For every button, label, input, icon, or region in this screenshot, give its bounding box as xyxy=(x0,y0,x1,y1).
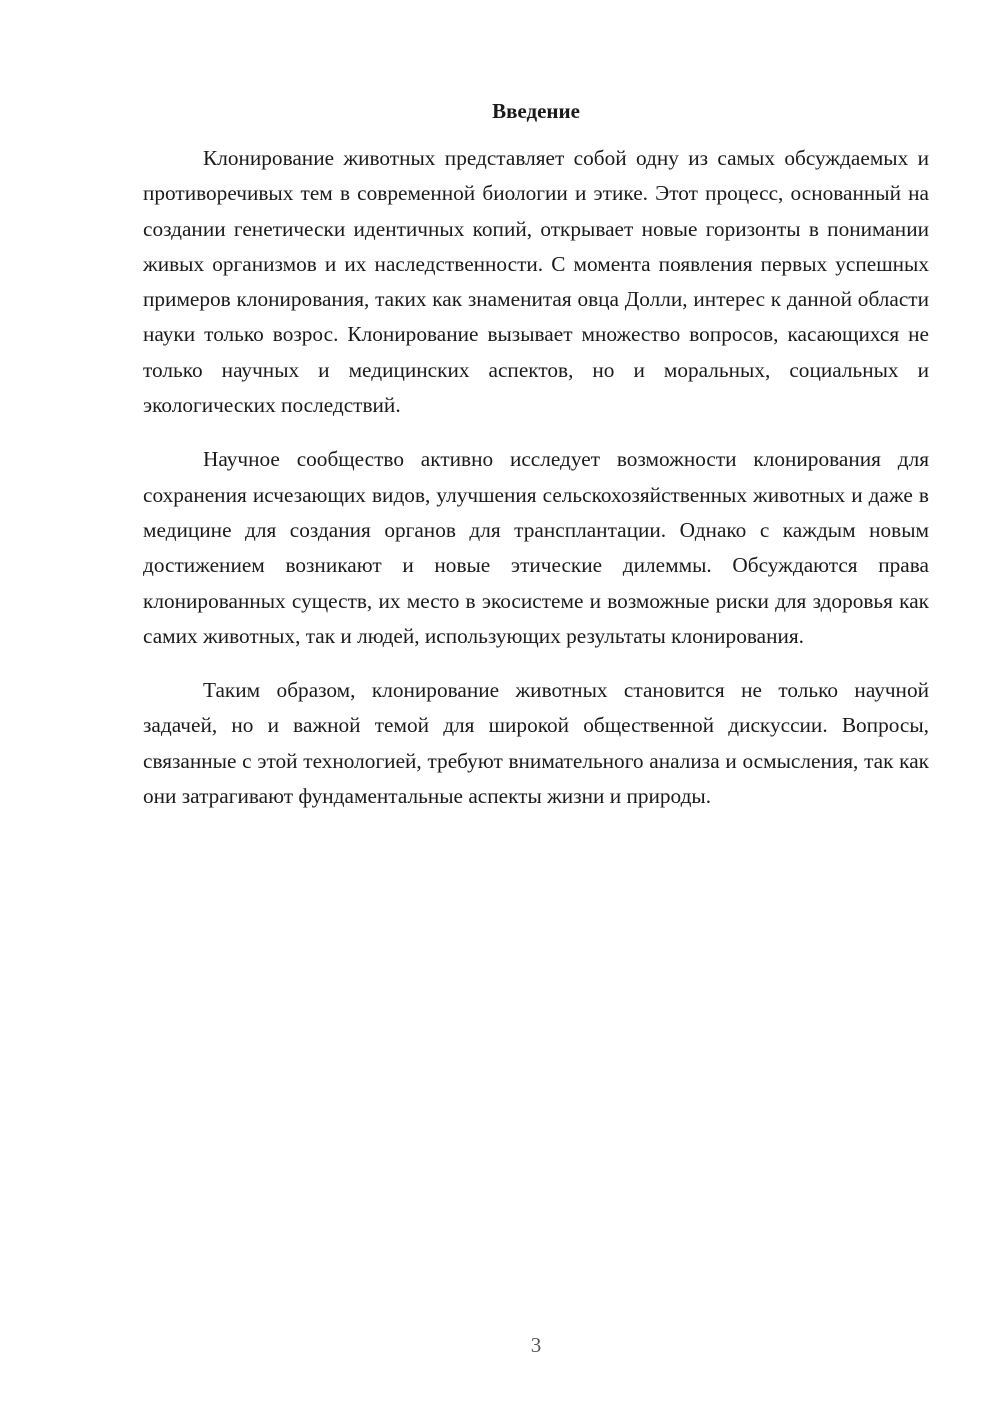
paragraph-1: Клонирование животных представляет собой одну из самых обсуждаемых и противоречивых тем в современной биологии и этике. Этот процесс, основанный на создании генетически идентичных копий, открывает новые горизонты в понимании живых организмов и их наследственности. С момента появления первых успешных примеров клонирования, таких как знаменитая овца Долли, интерес к данной области науки только возрос. Клонирование вызывает множество вопросов, касающихся не только научных и медицинских аспектов, но и моральных, социальных и экологических последствий. xyxy=(143,146,929,418)
page-content xyxy=(143,94,929,833)
page-number: 3 xyxy=(530,1333,542,1357)
paragraph-2: Научное сообщество активно исследует возможности клонирования для сохранения исчезающих видов, улучшения сельскохозяйственных животных и даже в медицине для создания органов для трансплантации. Однако с каждым новым достижением возникают и новые этические дилеммы. Обсуждаются права клонированных существ, их место в экосистеме и возможные риски для здоровья как самих животных, так и людей, использующих результаты клонирования. xyxy=(143,447,929,648)
paragraph-3: Таким образом, клонирование животных становится не только научной задачей, но и важной темой для широкой общественной дискуссии. Вопросы, связанные с этой технологией, требуют внимательного анализа и осмысления, так как они затрагивают фундаментальные аспекты жизни и природы. xyxy=(143,678,929,809)
section-heading: Введение xyxy=(492,99,580,123)
